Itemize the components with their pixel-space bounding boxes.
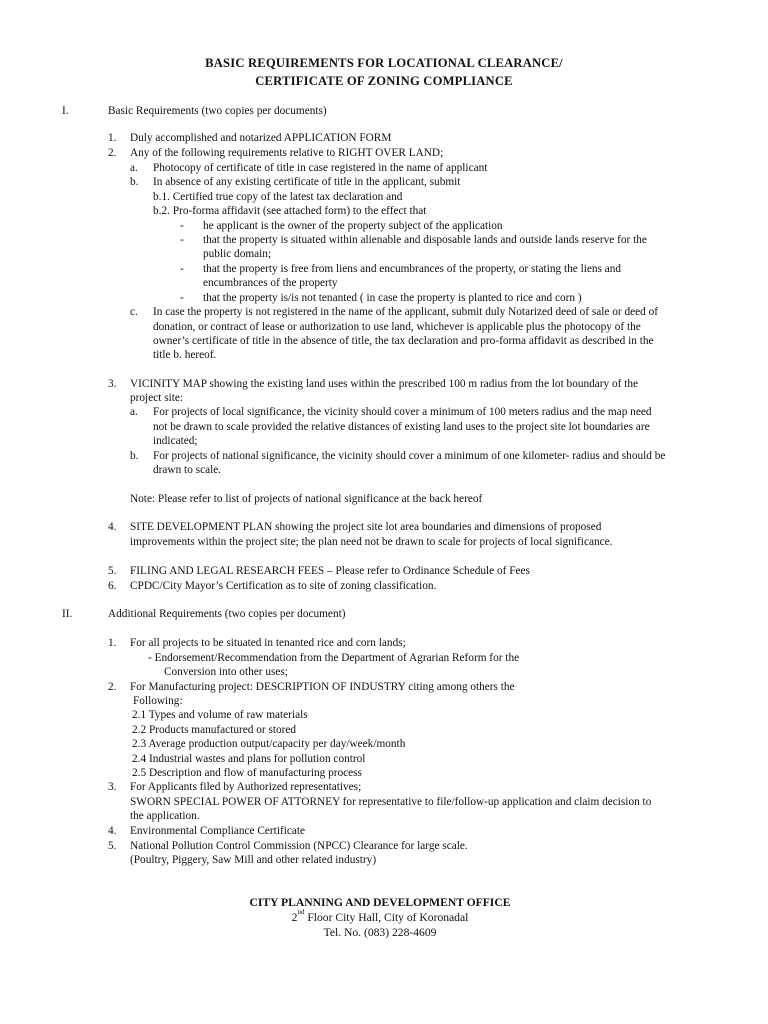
item-text: Any of the following requirements relative to RIGHT OVER LAND; (130, 147, 444, 159)
item-text: For Applicants filed by Authorized representatives; (130, 781, 362, 793)
item-text: (Poultry, Piggery, Saw Mill and other related industry) (130, 854, 377, 866)
item-number: 5. (108, 565, 117, 577)
office-name: CITY PLANNING AND DEVELOPMENT OFFICE (249, 896, 511, 909)
subitem-text: not be drawn to scale provided the relative distances of existing land uses to the project site lot boundaries are (153, 421, 650, 433)
office-telephone: Tel. No. (083) 228-4609 (323, 926, 437, 939)
item-number: 4. (108, 825, 117, 837)
bullet-text: public domain; (203, 248, 272, 260)
item-text: Environmental Compliance Certificate (130, 825, 306, 837)
subsubitem-text: b.2. Pro-forma affidavit (see attached form) to the effect that (153, 205, 427, 217)
floor-number: 2 (291, 911, 298, 924)
subitem-text: title b. hereof. (153, 349, 217, 361)
item-text: For all projects to be situated in tenanted rice and corn lands; (130, 637, 406, 649)
subitem-text: For projects of national significance, the vicinity should cover a minimum of one kilometer- radius and should be (153, 450, 666, 462)
subitem-label: a. (130, 162, 138, 174)
bullet-text: he applicant is the owner of the property subject of the application (203, 220, 503, 232)
item-text: Duly accomplished and notarized APPLICATION FORM (130, 132, 392, 144)
subitem-text: Photocopy of certificate of title in case registered in the name of applicant (153, 162, 488, 174)
section-heading: Additional Requirements (two copies per document) (108, 608, 346, 620)
item-text: National Pollution Control Commission (NPCC) Clearance for large scale. (130, 840, 468, 852)
subitem-text: In absence of any existing certificate of title in the applicant, submit (153, 176, 461, 188)
dash-bullet: - (180, 263, 184, 275)
item-number: 2. (108, 147, 117, 159)
item-number: 4. (108, 521, 117, 533)
subitem-text: 2.1 Types and volume of raw materials (132, 709, 308, 721)
floor-ordinal: nd (297, 908, 305, 916)
item-number: 1. (108, 132, 117, 144)
section-heading: Basic Requirements (two copies per documents) (108, 105, 327, 117)
item-text: For Manufacturing project: DESCRIPTION OF INDUSTRY citing among others the (130, 681, 515, 693)
document-title-line2: CERTIFICATE OF ZONING COMPLIANCE (255, 74, 513, 88)
address-rest: Floor City Hall, City of Koronadal (304, 911, 469, 924)
bullet-text: that the property is situated within alienable and disposable lands and outside lands reserve for the (203, 234, 647, 246)
bullet-text: that the property is free from liens and encumbrances of the property, or stating the liens and (203, 263, 622, 275)
item-number: 5. (108, 840, 117, 852)
subitem-text: indicated; (153, 435, 198, 447)
subitem-label: b. (130, 450, 139, 462)
subitem-text: donation, or contract of lease or authorization to use land, whichever is applicable plus the photocopy of the (153, 321, 641, 333)
subitem-label: c. (130, 306, 138, 318)
bullet-text: that the property is/is not tenanted ( in case the property is planted to rice and corn ) (203, 292, 582, 304)
item-text: FILING AND LEGAL RESEARCH FEES – Please refer to Ordinance Schedule of Fees (130, 565, 530, 577)
item-number: 2. (108, 681, 117, 693)
subsubitem-text: b.1. Certified true copy of the latest tax declaration and (153, 191, 403, 203)
subitem-label: b. (130, 176, 139, 188)
item-text: project site: (130, 392, 184, 404)
note-text: Note: Please refer to list of projects of national significance at the back hereof (130, 493, 483, 505)
dash-bullet: - (180, 292, 184, 304)
subitem-text: owner’s certificate of title in the absence of title, the tax declaration and pro-forma affidavit as described in the (153, 335, 654, 347)
item-text: the application. (130, 810, 200, 822)
dash-bullet: - (180, 220, 184, 232)
item-number: 3. (108, 781, 117, 793)
office-address (150, 910, 610, 925)
subitem-text: 2.5 Description and flow of manufacturing process (132, 767, 362, 779)
subitem-label: a. (130, 406, 138, 418)
section-numeral: II. (62, 608, 73, 620)
subitem-text: 2.3 Average production output/capacity per day/week/month (132, 738, 406, 750)
item-text: VICINITY MAP showing the existing land uses within the prescribed 100 m radius from the lot boundary of the (130, 378, 639, 390)
subitem-text: For projects of local significance, the vicinity should cover a minimum of 100 meters radius and the map need (153, 406, 652, 418)
item-text: improvements within the project site; the plan need not be drawn to scale for projects of local significance. (130, 536, 613, 548)
item-number: 6. (108, 580, 117, 592)
subitem-text: - Endorsement/Recommendation from the Department of Agrarian Reform for the (148, 652, 520, 664)
item-text: Following: (133, 695, 183, 707)
item-text: SWORN SPECIAL POWER OF ATTORNEY for representative to file/follow-up application and claim decision to (130, 796, 652, 808)
document-title-line1: BASIC REQUIREMENTS FOR LOCATIONAL CLEARANCE/ (205, 56, 563, 70)
item-number: 1. (108, 637, 117, 649)
dash-bullet: - (180, 234, 184, 246)
subitem-text: Conversion into other uses; (164, 666, 288, 678)
subitem-text: 2.4 Industrial wastes and plans for pollution control (132, 753, 366, 765)
section-numeral: I. (62, 105, 69, 117)
subitem-text: 2.2 Products manufactured or stored (132, 724, 297, 736)
subitem-text: drawn to scale. (153, 464, 222, 476)
bullet-text: encumbrances of the property (203, 277, 338, 289)
subitem-text: In case the property is not registered in the name of the applicant, submit duly Notarized deed of sale or deed of (153, 306, 659, 318)
item-text: SITE DEVELOPMENT PLAN showing the project site lot area boundaries and dimensions of proposed (130, 521, 602, 533)
item-number: 3. (108, 378, 117, 390)
item-text: CPDC/City Mayor’s Certification as to site of zoning classification. (130, 580, 437, 592)
